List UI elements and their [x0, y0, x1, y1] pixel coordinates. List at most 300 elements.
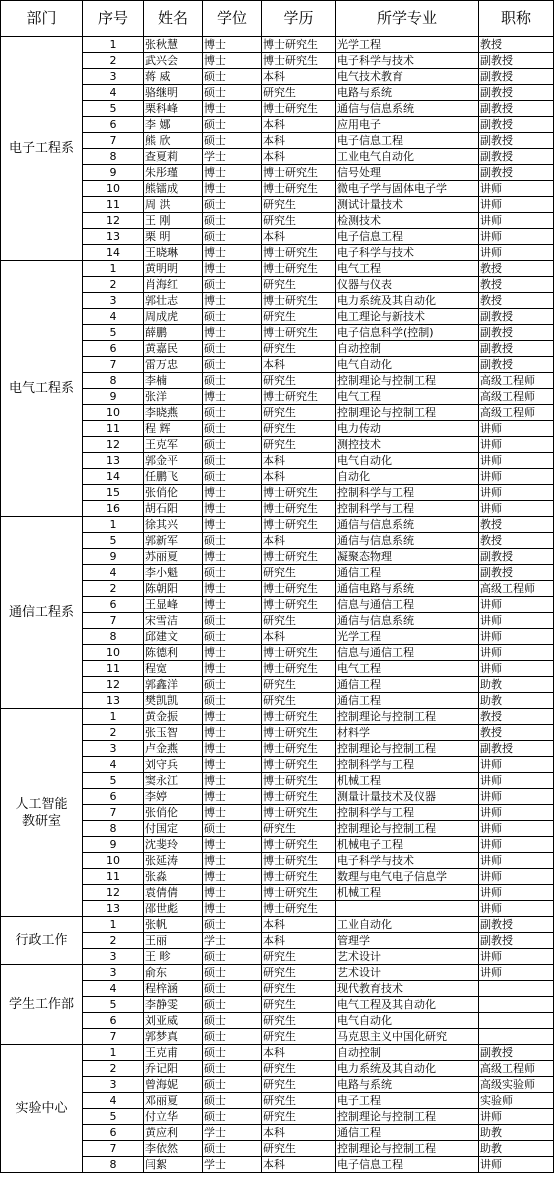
- major-cell: 光学工程: [336, 629, 479, 645]
- table-row: [1, 501, 554, 517]
- degree-cell: 硕士: [203, 437, 262, 453]
- major-cell: 测控技术: [336, 437, 479, 453]
- title-cell: 副教授: [479, 565, 554, 581]
- dept-cell: 学生工作部: [1, 965, 83, 1045]
- table-row: [1, 37, 554, 53]
- education-cell: 研究生: [262, 1077, 336, 1093]
- major-cell: 信号处理: [336, 165, 479, 181]
- name-cell: 沈斐玲: [144, 837, 203, 853]
- major-cell: 凝聚态物理: [336, 549, 479, 565]
- title-cell: [479, 981, 554, 997]
- major-cell: 控制科学与工程: [336, 757, 479, 773]
- education-cell: 博士研究生: [262, 501, 336, 517]
- table-row: [1, 341, 554, 357]
- header-title: 职称: [479, 1, 554, 37]
- name-cell: 武兴会: [144, 53, 203, 69]
- title-cell: 讲师: [479, 629, 554, 645]
- degree-cell: 学士: [203, 1125, 262, 1141]
- title-cell: 副教授: [479, 741, 554, 757]
- title-cell: 副教授: [479, 101, 554, 117]
- major-cell: 电力系统及其自动化: [336, 1061, 479, 1077]
- degree-cell: 博士: [203, 757, 262, 773]
- index-cell: 10: [83, 405, 144, 421]
- education-cell: 研究生: [262, 373, 336, 389]
- index-cell: 1: [83, 261, 144, 277]
- index-cell: 5: [83, 773, 144, 789]
- table-body: [1, 37, 554, 1173]
- name-cell: 李婷: [144, 789, 203, 805]
- title-cell: 讲师: [479, 485, 554, 501]
- title-cell: 副教授: [479, 117, 554, 133]
- major-cell: 电力系统及其自动化: [336, 293, 479, 309]
- degree-cell: 硕士: [203, 1061, 262, 1077]
- index-cell: 9: [83, 837, 144, 853]
- degree-cell: 博士: [203, 709, 262, 725]
- title-cell: 教授: [479, 277, 554, 293]
- education-cell: 博士研究生: [262, 837, 336, 853]
- major-cell: 电子科学与技术: [336, 853, 479, 869]
- title-cell: 副教授: [479, 917, 554, 933]
- name-cell: 张延涛: [144, 853, 203, 869]
- education-cell: 研究生: [262, 437, 336, 453]
- name-cell: 黄金振: [144, 709, 203, 725]
- table-row: [1, 773, 554, 789]
- title-cell: 讲师: [479, 837, 554, 853]
- education-cell: 研究生: [262, 1093, 336, 1109]
- major-cell: 电子科学与技术: [336, 245, 479, 261]
- index-cell: 3: [83, 741, 144, 757]
- major-cell: 电力传动: [336, 421, 479, 437]
- major-cell: 控制科学与工程: [336, 805, 479, 821]
- table-row: [1, 101, 554, 117]
- degree-cell: 硕士: [203, 85, 262, 101]
- major-cell: 控制理论与控制工程: [336, 405, 479, 421]
- name-cell: 刘守兵: [144, 757, 203, 773]
- degree-cell: 博士: [203, 261, 262, 277]
- major-cell: 仪器与仪表: [336, 277, 479, 293]
- index-cell: 2: [83, 1061, 144, 1077]
- index-cell: 13: [83, 453, 144, 469]
- index-cell: 6: [83, 341, 144, 357]
- degree-cell: 博士: [203, 501, 262, 517]
- major-cell: 信息与通信工程: [336, 645, 479, 661]
- education-cell: 博士研究生: [262, 549, 336, 565]
- major-cell: 电气工程: [336, 389, 479, 405]
- education-cell: 研究生: [262, 821, 336, 837]
- major-cell: 电气自动化: [336, 1013, 479, 1029]
- degree-cell: 硕士: [203, 613, 262, 629]
- title-cell: [479, 1029, 554, 1045]
- table-row: [1, 1029, 554, 1045]
- degree-cell: 博士: [203, 53, 262, 69]
- major-cell: 电子科学与技术: [336, 53, 479, 69]
- major-cell: 电气工程及其自动化: [336, 997, 479, 1013]
- name-cell: 苏丽夏: [144, 549, 203, 565]
- major-cell: 控制理论与控制工程: [336, 373, 479, 389]
- major-cell: 工业电气自动化: [336, 149, 479, 165]
- title-cell: 讲师: [479, 245, 554, 261]
- index-cell: 8: [83, 373, 144, 389]
- education-cell: 博士研究生: [262, 661, 336, 677]
- table-row: [1, 1061, 554, 1077]
- education-cell: 博士研究生: [262, 389, 336, 405]
- degree-cell: 博士: [203, 885, 262, 901]
- index-cell: 6: [83, 1125, 144, 1141]
- education-cell: 博士研究生: [262, 741, 336, 757]
- header-major: 所学专业: [336, 1, 479, 37]
- name-cell: 窦永江: [144, 773, 203, 789]
- title-cell: 助教: [479, 693, 554, 709]
- title-cell: 高级工程师: [479, 373, 554, 389]
- table-row: [1, 949, 554, 965]
- degree-cell: 博士: [203, 101, 262, 117]
- degree-cell: 硕士: [203, 1109, 262, 1125]
- table-row: [1, 997, 554, 1013]
- major-cell: 电气技术教育: [336, 69, 479, 85]
- header-degree: 学位: [203, 1, 262, 37]
- major-cell: 检测技术: [336, 213, 479, 229]
- title-cell: 讲师: [479, 197, 554, 213]
- major-cell: 应用电子: [336, 117, 479, 133]
- education-cell: 研究生: [262, 1061, 336, 1077]
- name-cell: 黄明明: [144, 261, 203, 277]
- degree-cell: 硕士: [203, 133, 262, 149]
- major-cell: 控制科学与工程: [336, 501, 479, 517]
- degree-cell: 博士: [203, 165, 262, 181]
- title-cell: 讲师: [479, 597, 554, 613]
- title-cell: 副教授: [479, 133, 554, 149]
- name-cell: 张秋慧: [144, 37, 203, 53]
- name-cell: 卢金燕: [144, 741, 203, 757]
- title-cell: 讲师: [479, 1109, 554, 1125]
- index-cell: 3: [83, 965, 144, 981]
- education-cell: 博士研究生: [262, 261, 336, 277]
- index-cell: 1: [83, 517, 144, 533]
- index-cell: 1: [83, 37, 144, 53]
- education-cell: 本科: [262, 629, 336, 645]
- education-cell: 本科: [262, 69, 336, 85]
- major-cell: 自动控制: [336, 341, 479, 357]
- table-row: [1, 229, 554, 245]
- table-row: [1, 245, 554, 261]
- title-cell: 讲师: [479, 949, 554, 965]
- title-cell: 讲师: [479, 213, 554, 229]
- name-cell: 李小魁: [144, 565, 203, 581]
- table-row: [1, 549, 554, 565]
- name-cell: 张淼: [144, 869, 203, 885]
- degree-cell: 硕士: [203, 69, 262, 85]
- index-cell: 9: [83, 165, 144, 181]
- title-cell: 教授: [479, 725, 554, 741]
- index-cell: 3: [83, 69, 144, 85]
- degree-cell: 博士: [203, 789, 262, 805]
- major-cell: 通信工程: [336, 1125, 479, 1141]
- education-cell: 研究生: [262, 341, 336, 357]
- index-cell: 4: [83, 85, 144, 101]
- title-cell: 教授: [479, 517, 554, 533]
- education-cell: 博士研究生: [262, 517, 336, 533]
- degree-cell: 博士: [203, 853, 262, 869]
- degree-cell: 博士: [203, 901, 262, 917]
- table-row: [1, 165, 554, 181]
- degree-cell: 硕士: [203, 629, 262, 645]
- index-cell: 9: [83, 549, 144, 565]
- index-cell: 13: [83, 901, 144, 917]
- major-cell: 艺术设计: [336, 965, 479, 981]
- index-cell: 12: [83, 885, 144, 901]
- degree-cell: 博士: [203, 549, 262, 565]
- major-cell: [336, 901, 479, 917]
- table-row: [1, 197, 554, 213]
- name-cell: 袁倩倩: [144, 885, 203, 901]
- name-cell: 张洋: [144, 389, 203, 405]
- index-cell: 14: [83, 469, 144, 485]
- major-cell: 电气工程: [336, 661, 479, 677]
- name-cell: 骆继明: [144, 85, 203, 101]
- major-cell: 电子信息工程: [336, 229, 479, 245]
- degree-cell: 硕士: [203, 117, 262, 133]
- name-cell: 朱彤瑾: [144, 165, 203, 181]
- index-cell: 7: [83, 1141, 144, 1157]
- title-cell: 讲师: [479, 789, 554, 805]
- major-cell: 管理学: [336, 933, 479, 949]
- major-cell: 工业自动化: [336, 917, 479, 933]
- name-cell: 付立华: [144, 1109, 203, 1125]
- title-cell: 讲师: [479, 869, 554, 885]
- degree-cell: 学士: [203, 149, 262, 165]
- degree-cell: 博士: [203, 597, 262, 613]
- name-cell: 程梓涵: [144, 981, 203, 997]
- index-cell: 3: [83, 1077, 144, 1093]
- education-cell: 本科: [262, 469, 336, 485]
- education-cell: 博士研究生: [262, 37, 336, 53]
- title-cell: 副教授: [479, 53, 554, 69]
- degree-cell: 博士: [203, 837, 262, 853]
- name-cell: 曾海妮: [144, 1077, 203, 1093]
- table-row: [1, 645, 554, 661]
- title-cell: 实验师: [479, 1093, 554, 1109]
- education-cell: 本科: [262, 133, 336, 149]
- index-cell: 4: [83, 757, 144, 773]
- table-row: [1, 933, 554, 949]
- index-cell: 10: [83, 645, 144, 661]
- education-cell: 研究生: [262, 613, 336, 629]
- index-cell: 8: [83, 821, 144, 837]
- name-cell: 李依然: [144, 1141, 203, 1157]
- degree-cell: 博士: [203, 181, 262, 197]
- education-cell: 本科: [262, 453, 336, 469]
- major-cell: 电子信息科学(控制): [336, 325, 479, 341]
- name-cell: 李楠: [144, 373, 203, 389]
- title-cell: 讲师: [479, 1157, 554, 1173]
- degree-cell: 博士: [203, 645, 262, 661]
- name-cell: 郭梦真: [144, 1029, 203, 1045]
- table-row: [1, 405, 554, 421]
- title-cell: 讲师: [479, 501, 554, 517]
- index-cell: 2: [83, 725, 144, 741]
- major-cell: 电子信息工程: [336, 1157, 479, 1173]
- name-cell: 闫絮: [144, 1157, 203, 1173]
- education-cell: 研究生: [262, 677, 336, 693]
- title-cell: [479, 997, 554, 1013]
- table-row: [1, 517, 554, 533]
- name-cell: 王显峰: [144, 597, 203, 613]
- table-row: [1, 1093, 554, 1109]
- title-cell: 讲师: [479, 229, 554, 245]
- table-row: [1, 293, 554, 309]
- index-cell: 11: [83, 421, 144, 437]
- education-cell: 博士研究生: [262, 805, 336, 821]
- education-cell: 博士研究生: [262, 181, 336, 197]
- index-cell: 6: [83, 789, 144, 805]
- table-row: [1, 917, 554, 933]
- education-cell: 博士研究生: [262, 293, 336, 309]
- index-cell: 7: [83, 1029, 144, 1045]
- degree-cell: 硕士: [203, 469, 262, 485]
- name-cell: 程 辉: [144, 421, 203, 437]
- title-cell: 讲师: [479, 757, 554, 773]
- index-cell: 4: [83, 565, 144, 581]
- header-name: 姓名: [144, 1, 203, 37]
- index-cell: 10: [83, 181, 144, 197]
- title-cell: 副教授: [479, 933, 554, 949]
- name-cell: 王晓琳: [144, 245, 203, 261]
- major-cell: 通信工程: [336, 677, 479, 693]
- table-row: [1, 53, 554, 69]
- degree-cell: 硕士: [203, 405, 262, 421]
- major-cell: 电路与系统: [336, 85, 479, 101]
- degree-cell: 硕士: [203, 1045, 262, 1061]
- index-cell: 12: [83, 213, 144, 229]
- title-cell: 副教授: [479, 149, 554, 165]
- table-row: [1, 1013, 554, 1029]
- major-cell: 电工理论与新技术: [336, 309, 479, 325]
- education-cell: 博士研究生: [262, 325, 336, 341]
- table-row: [1, 981, 554, 997]
- degree-cell: 博士: [203, 773, 262, 789]
- title-cell: 教授: [479, 37, 554, 53]
- table-row: [1, 885, 554, 901]
- table-row: [1, 869, 554, 885]
- table-row: [1, 709, 554, 725]
- table-row: [1, 373, 554, 389]
- name-cell: 黄应利: [144, 1125, 203, 1141]
- education-cell: 研究生: [262, 85, 336, 101]
- name-cell: 郭金平: [144, 453, 203, 469]
- table-row: [1, 261, 554, 277]
- name-cell: 邓丽夏: [144, 1093, 203, 1109]
- major-cell: 机械电子工程: [336, 837, 479, 853]
- name-cell: 蒋 威: [144, 69, 203, 85]
- title-cell: 高级工程师: [479, 405, 554, 421]
- title-cell: 教授: [479, 293, 554, 309]
- name-cell: 郭新军: [144, 533, 203, 549]
- education-cell: 研究生: [262, 965, 336, 981]
- name-cell: 薛鹏: [144, 325, 203, 341]
- index-cell: 5: [83, 533, 144, 549]
- degree-cell: 硕士: [203, 533, 262, 549]
- major-cell: 控制科学与工程: [336, 485, 479, 501]
- dept-cell: 行政工作: [1, 917, 83, 965]
- title-cell: 高级工程师: [479, 581, 554, 597]
- title-cell: 副教授: [479, 85, 554, 101]
- name-cell: 周 洪: [144, 197, 203, 213]
- education-cell: 研究生: [262, 1109, 336, 1125]
- header-dept: 部门: [1, 1, 83, 37]
- education-cell: 本科: [262, 229, 336, 245]
- education-cell: 研究生: [262, 197, 336, 213]
- education-cell: 研究生: [262, 421, 336, 437]
- title-cell: 教授: [479, 261, 554, 277]
- index-cell: 3: [83, 949, 144, 965]
- degree-cell: 博士: [203, 293, 262, 309]
- name-cell: 张俏伦: [144, 805, 203, 821]
- education-cell: 博士研究生: [262, 869, 336, 885]
- name-cell: 雷万忠: [144, 357, 203, 373]
- table-row: [1, 453, 554, 469]
- education-cell: 博士研究生: [262, 581, 336, 597]
- education-cell: 研究生: [262, 1013, 336, 1029]
- degree-cell: 硕士: [203, 1077, 262, 1093]
- degree-cell: 硕士: [203, 1029, 262, 1045]
- table-row: [1, 661, 554, 677]
- education-cell: 研究生: [262, 693, 336, 709]
- major-cell: 测试计量技术: [336, 197, 479, 213]
- major-cell: 微电子学与固体电子学: [336, 181, 479, 197]
- name-cell: 肖海红: [144, 277, 203, 293]
- index-cell: 11: [83, 661, 144, 677]
- index-cell: 2: [83, 581, 144, 597]
- education-cell: 博士研究生: [262, 245, 336, 261]
- title-cell: 高级工程师: [479, 1061, 554, 1077]
- major-cell: 光学工程: [336, 37, 479, 53]
- title-cell: 副教授: [479, 69, 554, 85]
- table-row: [1, 597, 554, 613]
- name-cell: 郭壮志: [144, 293, 203, 309]
- education-cell: 博士研究生: [262, 901, 336, 917]
- table-row: [1, 837, 554, 853]
- name-cell: 陈德利: [144, 645, 203, 661]
- table-row: [1, 533, 554, 549]
- name-cell: 徐其兴: [144, 517, 203, 533]
- name-cell: 任鹏飞: [144, 469, 203, 485]
- name-cell: 刘亚威: [144, 1013, 203, 1029]
- degree-cell: 学士: [203, 933, 262, 949]
- major-cell: 控制理论与控制工程: [336, 1109, 479, 1125]
- table-row: [1, 677, 554, 693]
- name-cell: 邵世彪: [144, 901, 203, 917]
- degree-cell: 学士: [203, 1157, 262, 1173]
- degree-cell: 硕士: [203, 373, 262, 389]
- table-row: [1, 581, 554, 597]
- major-cell: 电气自动化: [336, 453, 479, 469]
- table-row: [1, 965, 554, 981]
- title-cell: 讲师: [479, 853, 554, 869]
- degree-cell: 博士: [203, 741, 262, 757]
- name-cell: 王 刚: [144, 213, 203, 229]
- degree-cell: 硕士: [203, 965, 262, 981]
- title-cell: 讲师: [479, 645, 554, 661]
- index-cell: 16: [83, 501, 144, 517]
- index-cell: 14: [83, 245, 144, 261]
- education-cell: 本科: [262, 917, 336, 933]
- title-cell: 高级实验师: [479, 1077, 554, 1093]
- index-cell: 8: [83, 1157, 144, 1173]
- education-cell: 博士研究生: [262, 757, 336, 773]
- major-cell: 控制理论与控制工程: [336, 821, 479, 837]
- name-cell: 樊凯凯: [144, 693, 203, 709]
- name-cell: 张玉智: [144, 725, 203, 741]
